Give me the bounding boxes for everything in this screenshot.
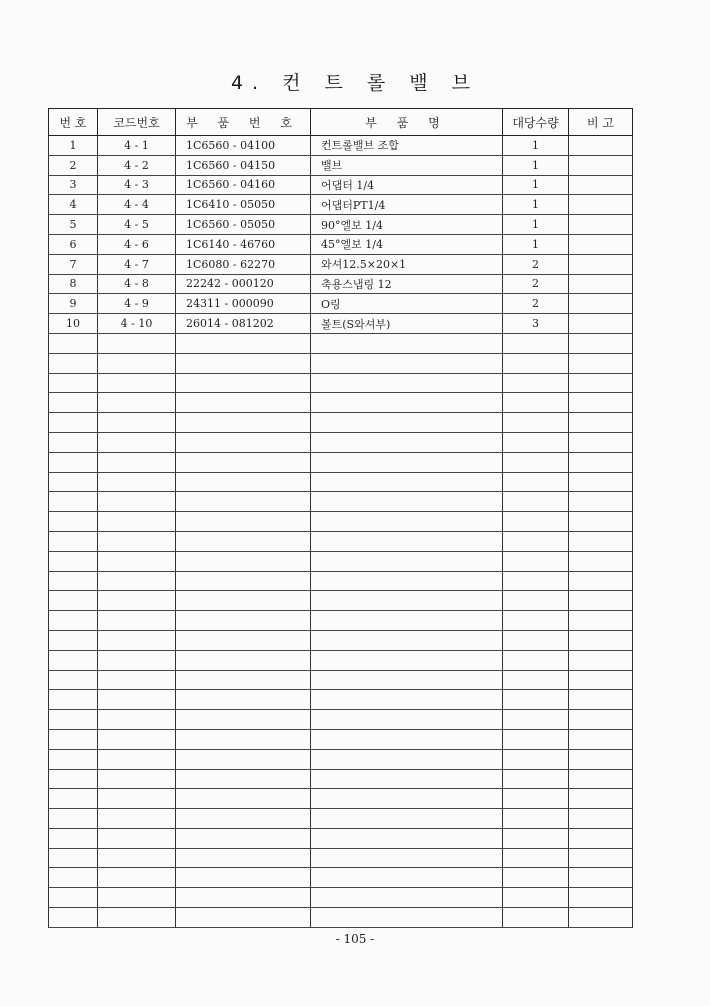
cell-no <box>49 531 98 551</box>
cell-quantity <box>503 650 569 670</box>
cell-part-name: 축용스냅링 12 <box>311 274 503 294</box>
empty-table-row <box>49 729 633 749</box>
cell-code: 4 - 5 <box>98 215 176 235</box>
empty-table-row <box>49 512 633 532</box>
cell-no <box>49 828 98 848</box>
cell-quantity <box>503 333 569 353</box>
cell-note <box>569 571 633 591</box>
cell-no <box>49 373 98 393</box>
cell-part-number: 1C6560 - 04150 <box>176 155 311 175</box>
cell-part-name: 볼트(S와셔부) <box>311 314 503 334</box>
table-row <box>49 234 633 254</box>
cell-no <box>49 789 98 809</box>
cell-quantity <box>503 630 569 650</box>
cell-part-name <box>311 571 503 591</box>
cell-part-name <box>311 512 503 532</box>
empty-table-row <box>49 848 633 868</box>
cell-no <box>49 630 98 650</box>
cell-quantity <box>503 789 569 809</box>
page-number: - 105 - <box>335 932 375 946</box>
table-row <box>49 215 633 235</box>
cell-quantity <box>503 690 569 710</box>
header-quantity: 대당수량 <box>503 109 569 136</box>
cell-no <box>49 452 98 472</box>
cell-no <box>49 769 98 789</box>
empty-table-row <box>49 452 633 472</box>
cell-code: 4 - 3 <box>98 175 176 195</box>
cell-part-number: 1C6560 - 04100 <box>176 136 311 156</box>
cell-part-number <box>176 373 311 393</box>
cell-part-number <box>176 432 311 452</box>
cell-quantity: 2 <box>503 254 569 274</box>
cell-no: 2 <box>49 155 98 175</box>
cell-quantity <box>503 848 569 868</box>
cell-part-number <box>176 452 311 472</box>
cell-part-number: 1C6560 - 05050 <box>176 215 311 235</box>
cell-part-name <box>311 749 503 769</box>
cell-quantity <box>503 591 569 611</box>
cell-part-name <box>311 908 503 928</box>
header-code: 코드번호 <box>98 109 176 136</box>
cell-part-number <box>176 333 311 353</box>
cell-no <box>49 333 98 353</box>
cell-part-number: 24311 - 000090 <box>176 294 311 314</box>
cell-no: 10 <box>49 314 98 334</box>
cell-part-name <box>311 611 503 631</box>
cell-no <box>49 809 98 829</box>
cell-quantity <box>503 452 569 472</box>
cell-code: 4 - 4 <box>98 195 176 215</box>
cell-part-number: 1C6140 - 46760 <box>176 234 311 254</box>
empty-table-row <box>49 413 633 433</box>
cell-quantity <box>503 908 569 928</box>
cell-note <box>569 333 633 353</box>
cell-part-name: 와셔12.5×20×1 <box>311 254 503 274</box>
cell-no <box>49 492 98 512</box>
table-row <box>49 314 633 334</box>
cell-part-name <box>311 333 503 353</box>
cell-quantity: 1 <box>503 234 569 254</box>
cell-quantity: 3 <box>503 314 569 334</box>
cell-note <box>569 512 633 532</box>
empty-table-row <box>49 650 633 670</box>
empty-table-row <box>49 630 633 650</box>
cell-quantity <box>503 373 569 393</box>
cell-quantity: 1 <box>503 155 569 175</box>
cell-note <box>569 828 633 848</box>
cell-no: 4 <box>49 195 98 215</box>
cell-no <box>49 868 98 888</box>
page-title: 4. 컨 트 롤 밸 브 <box>230 72 480 94</box>
cell-quantity <box>503 729 569 749</box>
cell-no <box>49 710 98 730</box>
cell-code <box>98 650 176 670</box>
cell-no <box>49 353 98 373</box>
cell-part-number: 26014 - 081202 <box>176 314 311 334</box>
cell-quantity: 1 <box>503 215 569 235</box>
cell-code <box>98 492 176 512</box>
cell-quantity <box>503 611 569 631</box>
header-part-number: 부 품 번 호 <box>176 109 311 136</box>
cell-no <box>49 749 98 769</box>
cell-code: 4 - 1 <box>98 136 176 156</box>
cell-part-number <box>176 551 311 571</box>
cell-note <box>569 136 633 156</box>
cell-code <box>98 710 176 730</box>
cell-note <box>569 353 633 373</box>
empty-table-row <box>49 333 633 353</box>
cell-no <box>49 729 98 749</box>
cell-note <box>569 195 633 215</box>
cell-quantity: 1 <box>503 136 569 156</box>
cell-part-number <box>176 789 311 809</box>
cell-note <box>569 155 633 175</box>
empty-table-row <box>49 591 633 611</box>
cell-part-number <box>176 769 311 789</box>
cell-part-number <box>176 591 311 611</box>
cell-quantity: 2 <box>503 274 569 294</box>
cell-code <box>98 551 176 571</box>
cell-quantity <box>503 571 569 591</box>
cell-code <box>98 630 176 650</box>
cell-no <box>49 413 98 433</box>
cell-no <box>49 571 98 591</box>
empty-table-row <box>49 492 633 512</box>
cell-code: 4 - 10 <box>98 314 176 334</box>
cell-part-number <box>176 531 311 551</box>
cell-note <box>569 432 633 452</box>
cell-part-name: 어댑터PT1/4 <box>311 195 503 215</box>
cell-no <box>49 670 98 690</box>
cell-code <box>98 452 176 472</box>
cell-note <box>569 294 633 314</box>
cell-note <box>569 254 633 274</box>
empty-table-row <box>49 868 633 888</box>
cell-note <box>569 452 633 472</box>
cell-no <box>49 551 98 571</box>
cell-quantity <box>503 809 569 829</box>
empty-table-row <box>49 571 633 591</box>
table-body <box>49 136 633 928</box>
cell-part-name <box>311 650 503 670</box>
cell-part-number <box>176 828 311 848</box>
cell-part-number <box>176 630 311 650</box>
cell-part-number: 1C6410 - 05050 <box>176 195 311 215</box>
cell-quantity <box>503 670 569 690</box>
cell-quantity <box>503 769 569 789</box>
cell-quantity <box>503 828 569 848</box>
cell-quantity <box>503 492 569 512</box>
cell-part-number: 22242 - 000120 <box>176 274 311 294</box>
cell-note <box>569 591 633 611</box>
cell-code <box>98 571 176 591</box>
cell-note <box>569 809 633 829</box>
empty-table-row <box>49 908 633 928</box>
header-part-name: 부 품 명 <box>311 109 503 136</box>
cell-code <box>98 769 176 789</box>
cell-code <box>98 531 176 551</box>
cell-code <box>98 848 176 868</box>
cell-no: 8 <box>49 274 98 294</box>
table-row <box>49 195 633 215</box>
empty-table-row <box>49 888 633 908</box>
cell-code <box>98 591 176 611</box>
cell-part-name <box>311 670 503 690</box>
cell-code: 4 - 8 <box>98 274 176 294</box>
cell-part-name <box>311 373 503 393</box>
cell-part-name: O링 <box>311 294 503 314</box>
cell-code <box>98 888 176 908</box>
cell-part-number <box>176 512 311 532</box>
cell-note <box>569 848 633 868</box>
cell-quantity <box>503 749 569 769</box>
empty-table-row <box>49 749 633 769</box>
header-note: 비 고 <box>569 109 633 136</box>
cell-code <box>98 670 176 690</box>
table-row <box>49 294 633 314</box>
cell-no <box>49 591 98 611</box>
cell-part-name <box>311 789 503 809</box>
cell-note <box>569 749 633 769</box>
cell-no: 3 <box>49 175 98 195</box>
cell-no <box>49 512 98 532</box>
cell-part-name <box>311 809 503 829</box>
cell-no <box>49 472 98 492</box>
cell-quantity <box>503 551 569 571</box>
cell-part-number <box>176 868 311 888</box>
empty-table-row <box>49 828 633 848</box>
cell-note <box>569 373 633 393</box>
cell-code <box>98 393 176 413</box>
empty-table-row <box>49 472 633 492</box>
cell-code <box>98 611 176 631</box>
empty-table-row <box>49 551 633 571</box>
cell-part-name <box>311 591 503 611</box>
cell-no <box>49 432 98 452</box>
cell-quantity <box>503 531 569 551</box>
cell-part-number <box>176 888 311 908</box>
cell-note <box>569 274 633 294</box>
cell-part-name <box>311 769 503 789</box>
cell-quantity <box>503 432 569 452</box>
cell-part-name <box>311 888 503 908</box>
cell-quantity <box>503 868 569 888</box>
cell-note <box>569 690 633 710</box>
cell-code <box>98 789 176 809</box>
cell-note <box>569 908 633 928</box>
empty-table-row <box>49 670 633 690</box>
cell-quantity <box>503 472 569 492</box>
cell-part-name <box>311 353 503 373</box>
cell-code <box>98 828 176 848</box>
cell-code <box>98 413 176 433</box>
cell-note <box>569 710 633 730</box>
cell-note <box>569 215 633 235</box>
cell-note <box>569 413 633 433</box>
cell-part-name: 90°엘보 1/4 <box>311 215 503 235</box>
cell-code: 4 - 9 <box>98 294 176 314</box>
cell-part-number <box>176 670 311 690</box>
cell-part-number <box>176 611 311 631</box>
cell-code: 4 - 7 <box>98 254 176 274</box>
cell-part-number <box>176 809 311 829</box>
cell-part-number <box>176 393 311 413</box>
cell-code: 4 - 6 <box>98 234 176 254</box>
cell-note <box>569 650 633 670</box>
cell-part-name <box>311 531 503 551</box>
cell-part-name <box>311 848 503 868</box>
cell-no <box>49 650 98 670</box>
cell-no <box>49 888 98 908</box>
cell-part-number <box>176 848 311 868</box>
empty-table-row <box>49 789 633 809</box>
cell-note <box>569 630 633 650</box>
cell-code <box>98 729 176 749</box>
empty-table-row <box>49 809 633 829</box>
cell-no: 7 <box>49 254 98 274</box>
cell-no: 5 <box>49 215 98 235</box>
cell-part-number <box>176 650 311 670</box>
cell-no <box>49 908 98 928</box>
table-row <box>49 254 633 274</box>
empty-table-row <box>49 611 633 631</box>
cell-no: 1 <box>49 136 98 156</box>
cell-part-name <box>311 868 503 888</box>
cell-code <box>98 512 176 532</box>
cell-code <box>98 472 176 492</box>
cell-quantity: 1 <box>503 175 569 195</box>
cell-note <box>569 393 633 413</box>
cell-part-name <box>311 729 503 749</box>
cell-part-name <box>311 432 503 452</box>
cell-part-name <box>311 452 503 472</box>
cell-part-name: 컨트롤밸브 조합 <box>311 136 503 156</box>
cell-quantity <box>503 512 569 532</box>
cell-no <box>49 611 98 631</box>
cell-code <box>98 809 176 829</box>
cell-code <box>98 690 176 710</box>
cell-code <box>98 432 176 452</box>
table-row <box>49 274 633 294</box>
cell-no: 6 <box>49 234 98 254</box>
cell-code <box>98 373 176 393</box>
cell-part-number <box>176 413 311 433</box>
table-row <box>49 155 633 175</box>
cell-quantity: 2 <box>503 294 569 314</box>
empty-table-row <box>49 353 633 373</box>
cell-note <box>569 492 633 512</box>
cell-part-number <box>176 353 311 373</box>
cell-part-number <box>176 571 311 591</box>
cell-part-number <box>176 492 311 512</box>
empty-table-row <box>49 710 633 730</box>
cell-part-number <box>176 749 311 769</box>
cell-note <box>569 611 633 631</box>
cell-part-name <box>311 630 503 650</box>
cell-quantity <box>503 888 569 908</box>
empty-table-row <box>49 531 633 551</box>
cell-code <box>98 353 176 373</box>
cell-part-name <box>311 710 503 730</box>
cell-no: 9 <box>49 294 98 314</box>
cell-code <box>98 868 176 888</box>
empty-table-row <box>49 690 633 710</box>
cell-quantity <box>503 393 569 413</box>
cell-note <box>569 175 633 195</box>
cell-part-name <box>311 472 503 492</box>
cell-code <box>98 908 176 928</box>
cell-part-name <box>311 690 503 710</box>
cell-note <box>569 551 633 571</box>
cell-quantity <box>503 353 569 373</box>
cell-part-name <box>311 551 503 571</box>
cell-note <box>569 670 633 690</box>
cell-part-name: 밸브 <box>311 155 503 175</box>
cell-note <box>569 789 633 809</box>
cell-part-name <box>311 413 503 433</box>
empty-table-row <box>49 769 633 789</box>
cell-part-name: 45°엘보 1/4 <box>311 234 503 254</box>
cell-part-number <box>176 472 311 492</box>
cell-part-name <box>311 393 503 413</box>
cell-no <box>49 690 98 710</box>
cell-part-number <box>176 690 311 710</box>
cell-part-number <box>176 710 311 730</box>
table-row <box>49 175 633 195</box>
cell-note <box>569 888 633 908</box>
cell-note <box>569 472 633 492</box>
cell-code: 4 - 2 <box>98 155 176 175</box>
cell-quantity <box>503 710 569 730</box>
cell-part-name <box>311 492 503 512</box>
cell-note <box>569 769 633 789</box>
cell-code <box>98 333 176 353</box>
cell-part-number: 1C6560 - 04160 <box>176 175 311 195</box>
cell-no <box>49 393 98 413</box>
empty-table-row <box>49 432 633 452</box>
header-no: 번 호 <box>49 109 98 136</box>
empty-table-row <box>49 393 633 413</box>
cell-note <box>569 729 633 749</box>
cell-part-number <box>176 908 311 928</box>
empty-table-row <box>49 373 633 393</box>
parts-table <box>48 108 633 928</box>
cell-part-name <box>311 828 503 848</box>
table-row <box>49 136 633 156</box>
cell-quantity: 1 <box>503 195 569 215</box>
cell-part-number <box>176 729 311 749</box>
table-header-row <box>49 109 633 136</box>
cell-code <box>98 749 176 769</box>
cell-part-name: 어댑터 1/4 <box>311 175 503 195</box>
cell-note <box>569 868 633 888</box>
cell-note <box>569 234 633 254</box>
cell-note <box>569 314 633 334</box>
cell-no <box>49 848 98 868</box>
cell-part-number: 1C6080 - 62270 <box>176 254 311 274</box>
cell-quantity <box>503 413 569 433</box>
cell-note <box>569 531 633 551</box>
